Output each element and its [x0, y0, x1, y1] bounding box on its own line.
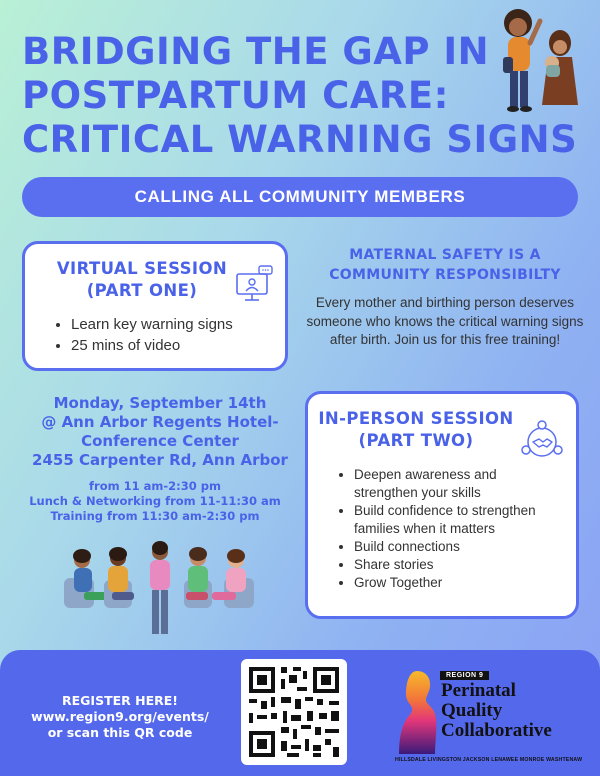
virtual-title-line-2: (PART ONE) — [86, 281, 198, 300]
mothers-illustration — [488, 5, 588, 117]
event-training: Training from 11:30 am-2:30 pm — [50, 509, 260, 523]
virtual-session-title — [47, 258, 237, 302]
perinatal-collaborative-logo — [395, 661, 583, 769]
mission-heading — [315, 245, 575, 285]
computer-video-call-icon — [233, 264, 275, 304]
title-line-1: BRIDGING THE GAP IN — [22, 30, 490, 73]
title-line-2: POSTPARTUM CARE: — [22, 74, 449, 117]
logo-region-badge: REGION 9 — [440, 671, 489, 680]
logo-name-line-3: Collaborative — [441, 720, 552, 741]
event-venue-line-2: Conference Center — [81, 432, 239, 450]
virtual-title-line-1: VIRTUAL SESSION — [56, 259, 228, 278]
event-date: Monday, September 14th — [53, 394, 267, 412]
poster-title — [22, 30, 578, 162]
event-lunch: Lunch & Networking from 11-11:30 am — [29, 494, 281, 508]
register-qr-note: or scan this QR code — [47, 725, 193, 740]
virtual-session-card — [22, 241, 288, 371]
event-time: from 11 am-2:30 pm — [89, 479, 221, 493]
list-item: • Share stories — [354, 556, 564, 574]
list-item: • Build connections — [354, 538, 564, 556]
mission-heading-line-1: MATERNAL SAFETY IS A — [349, 247, 541, 263]
in-person-title-line-2: (PART TWO) — [358, 431, 474, 450]
list-item: • Learn key warning signs — [71, 314, 233, 335]
register-info — [15, 693, 225, 741]
list-item: • 25 mins of video — [71, 335, 233, 356]
event-schedule — [10, 479, 300, 524]
event-venue-line-1: @ Ann Arbor Regents Hotel- — [41, 413, 279, 431]
virtual-session-list — [49, 314, 233, 356]
register-url[interactable]: www.region9.org/events/ — [31, 709, 209, 724]
support-group-illustration — [60, 538, 260, 640]
silhouette-logo-icon — [395, 667, 439, 757]
register-heading: REGISTER HERE! — [62, 693, 178, 708]
logo-name — [441, 681, 552, 741]
mission-text: Every mother and birthing person deserves someone who knows the critical warning signs after birth. Join us for this free training! — [306, 295, 584, 347]
list-item: • Grow Together — [354, 574, 564, 592]
title-line-3: CRITICAL WARNING SIGNS — [22, 118, 578, 161]
logo-name-line-2: Quality — [441, 700, 503, 721]
logo-name-line-1: Perinatal — [441, 680, 516, 701]
event-details — [20, 394, 300, 470]
in-person-session-card — [305, 391, 579, 619]
qr-code-icon — [241, 659, 347, 765]
mission-heading-line-2: COMMUNITY RESPONSIBILTY — [329, 267, 561, 283]
handshake-network-icon — [520, 420, 564, 464]
in-person-session-title — [316, 408, 516, 452]
qr-code[interactable] — [241, 659, 347, 765]
event-address: 2455 Carpenter Rd, Ann Arbor — [32, 451, 288, 469]
list-item: • Deepen awareness and strengthen your skills — [354, 466, 564, 502]
logo-counties: HILLSDALE LIVINGSTON JACKSON LENAWEE MONROE WASHTENAW — [395, 757, 583, 763]
in-person-session-list — [332, 466, 564, 592]
community-banner: CALLING ALL COMMUNITY MEMBERS — [22, 177, 578, 217]
in-person-title-line-1: IN-PERSON SESSION — [318, 409, 514, 428]
list-item: • Build confidence to strengthen families when it matters — [354, 502, 564, 538]
